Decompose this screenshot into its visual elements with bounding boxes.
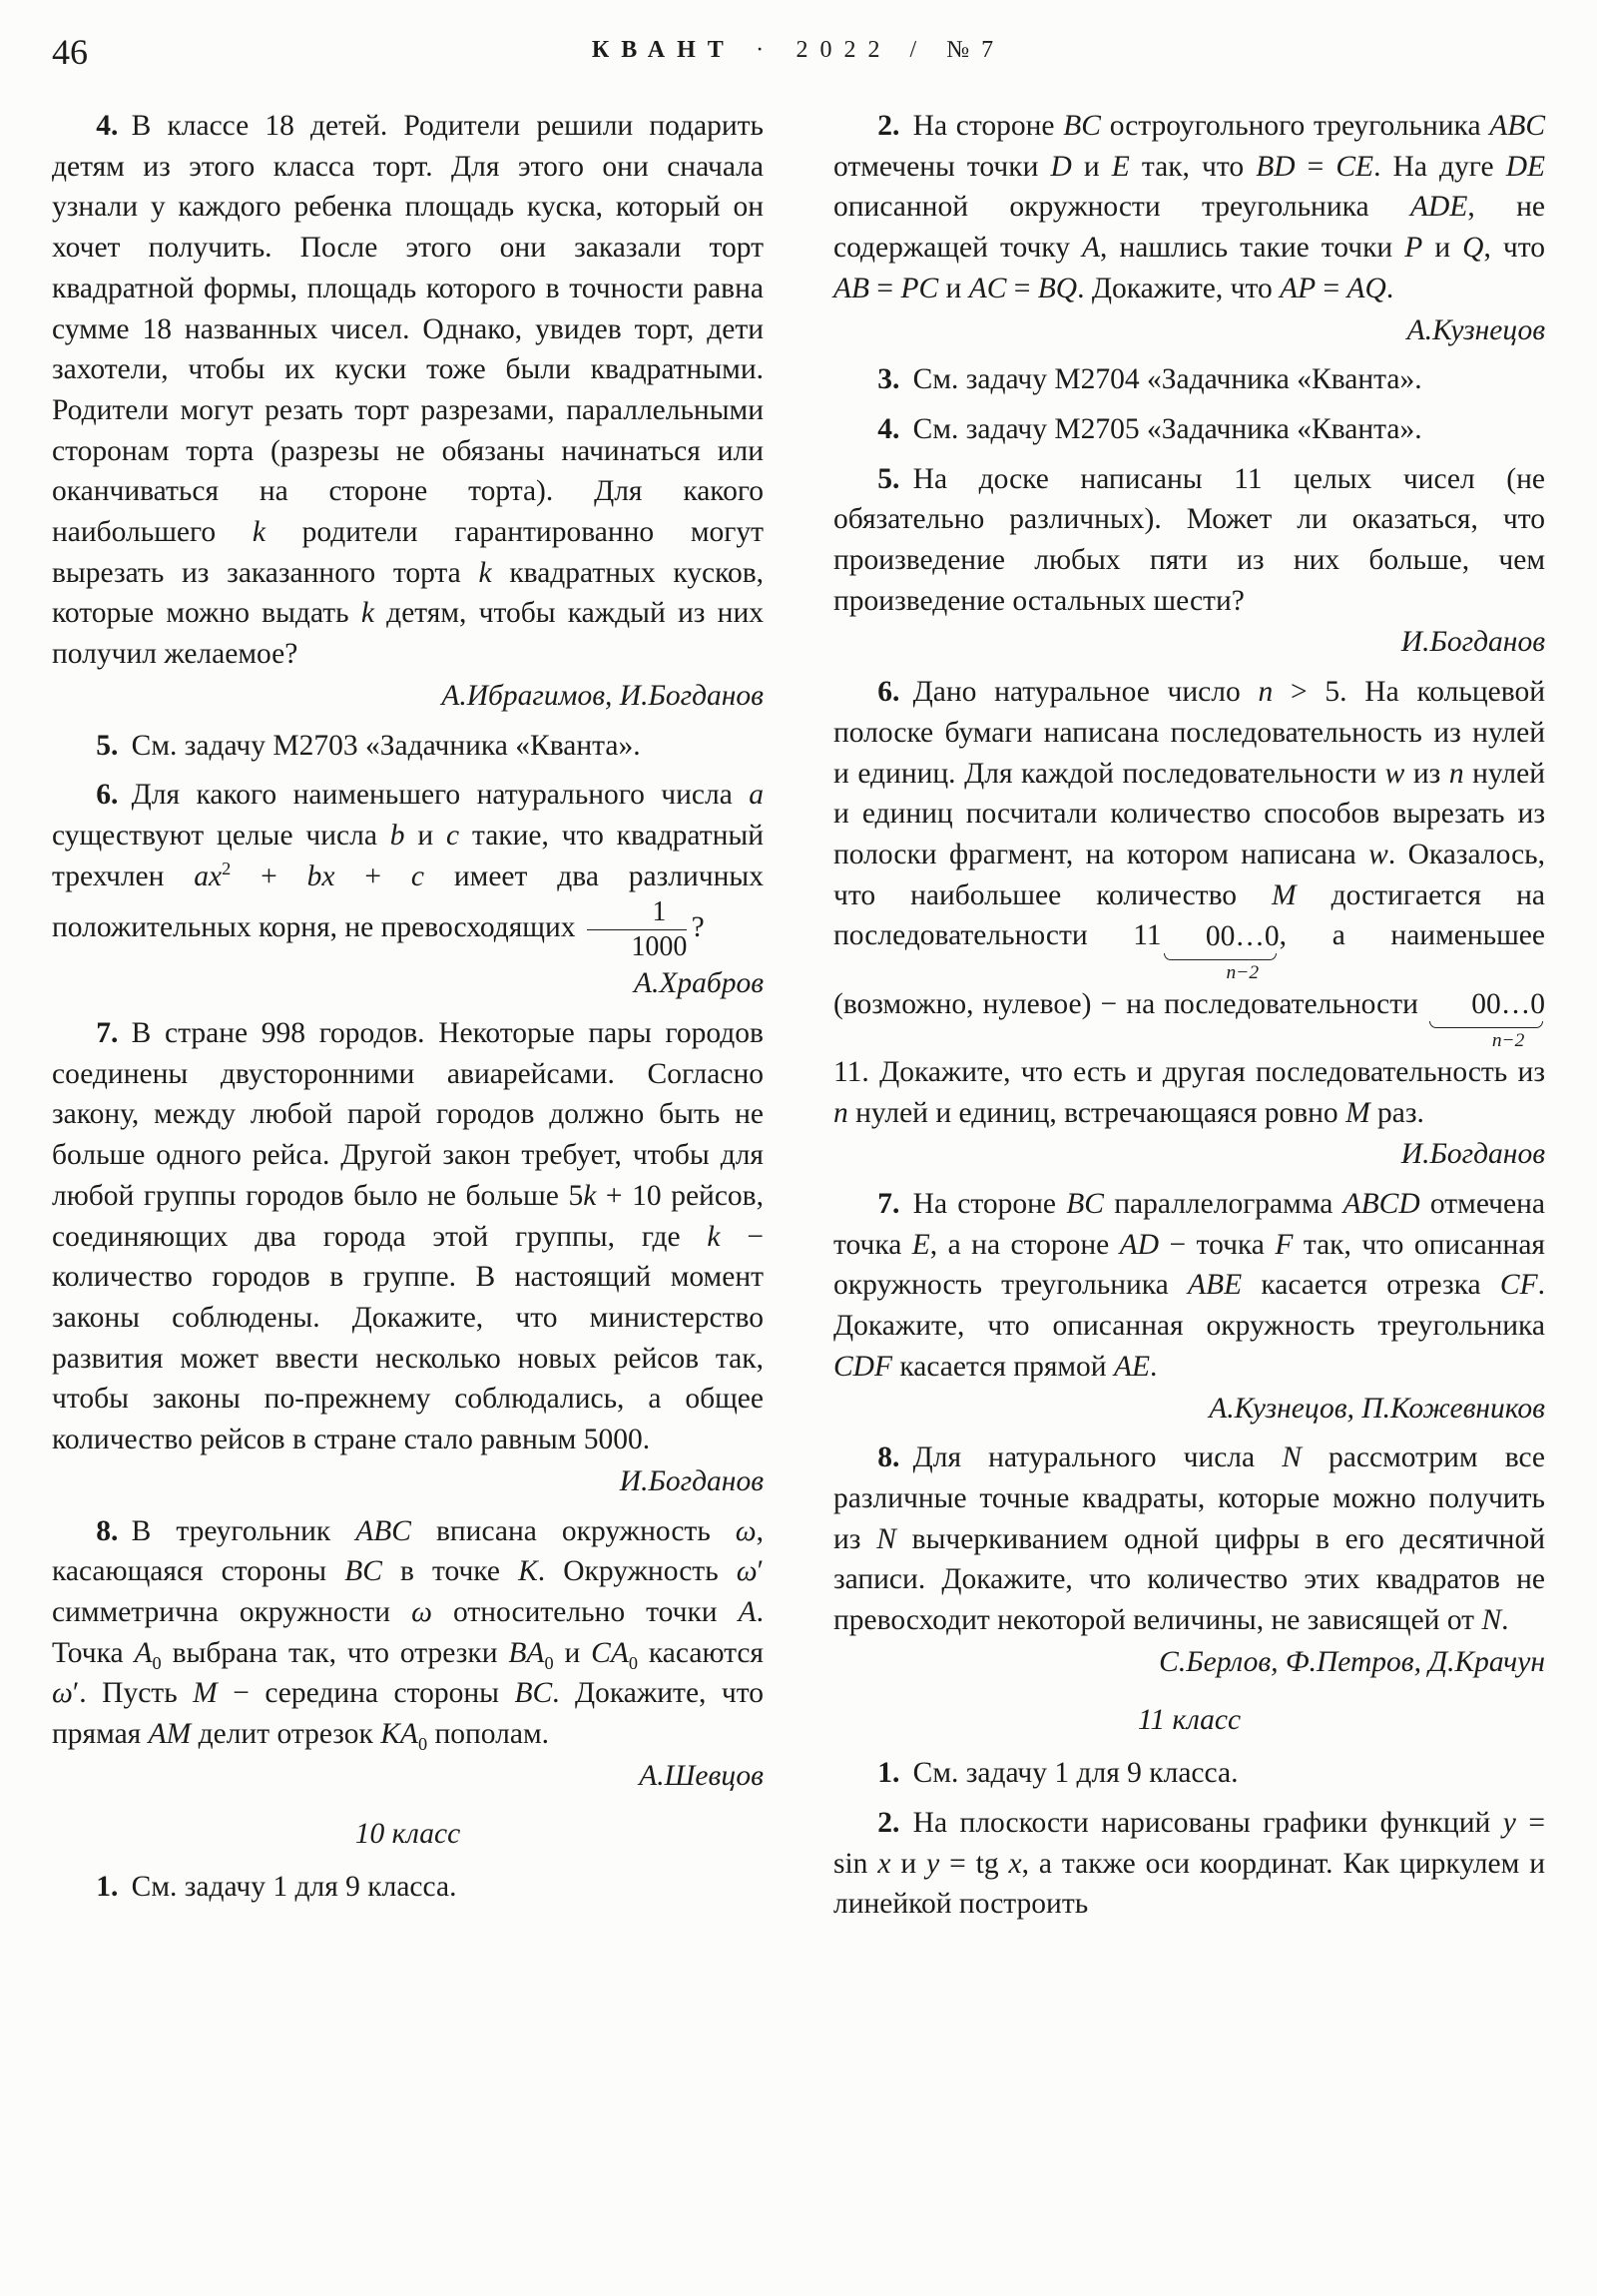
problem-author: А.Ибрагимов, И.Богданов — [441, 679, 764, 712]
page-number: 46 — [52, 32, 88, 72]
problem-author: И.Богданов — [1400, 1138, 1545, 1171]
problem-9-6 — [52, 775, 764, 1004]
journal-title — [52, 26, 1545, 67]
problem-paragraph — [52, 1511, 764, 1755]
problem-paragraph — [833, 1803, 1545, 1925]
problem-paragraph — [52, 106, 764, 675]
problem-paragraph — [833, 1184, 1545, 1388]
problem-number: 7. — [877, 1188, 900, 1220]
problem-author: А.Кузнецов, П.Кожевников — [1209, 1392, 1545, 1425]
problem-author: А.Храбров — [633, 967, 764, 1000]
problem-10-8 — [833, 1437, 1545, 1682]
problem-body: Дано натуральное число n > 5. На кольцевой полоске бумаги написана последовательность из нулей и единиц. Для каждой последовательности w из n нулей и единиц посчитали количество способов вырезать из полоски фрагмент, на котором написана w. Оказалось, что наибольшее количество M достигается на последовательности 11 00…0 n−2 , а наименьшее (возможно, нулевое) − на последовательности 00…0 n−2 11. Докажите, что есть и другая последовательность из n нулей и единиц, встречающаяся ровно M раз. — [833, 676, 1545, 1129]
problem-10-7 — [833, 1184, 1545, 1429]
problem-10-3 — [833, 359, 1545, 400]
journal-title-separator: · — [756, 37, 777, 63]
problem-paragraph — [833, 409, 1545, 450]
problem-paragraph — [833, 106, 1545, 309]
problem-10-5 — [833, 459, 1545, 664]
problem-body: См. задачу М2703 «Задачника «Кванта». — [131, 729, 641, 762]
problem-body: В стране 998 городов. Некоторые пары городов соединены двусторонними авиарейсами. Согласно закону, между любой парой городов должно быть не больше одного рейса. Другой закон требует, чтобы для любой группы городов было не больше 5k + 10 рейсов, соединяющих два города этой группы, где k − количество городов в группе. В настоящий момент законы соблюдены. Докажите, что министерство развития может ввести несколько новых рейсов так, чтобы законы по-прежнему соблюдались, а общее количество рейсов в стране стало равным 5000. — [52, 1017, 765, 1456]
problem-11-1 — [833, 1753, 1545, 1794]
problem-body: См. задачу М2705 «Задачника «Кванта». — [912, 412, 1422, 445]
problem-9-4 — [52, 106, 764, 717]
problem-paragraph — [52, 726, 764, 767]
problem-number: 5. — [877, 462, 900, 495]
journal-name: КВАНТ — [591, 37, 736, 63]
problem-number: 1. — [96, 1871, 119, 1904]
column-right — [833, 106, 1545, 1934]
problem-10-4 — [833, 409, 1545, 450]
problem-author: А.Шевцов — [639, 1759, 764, 1792]
problem-author: А.Кузнецов — [1406, 313, 1545, 346]
problem-body: В треугольник ABC вписана окружность ω, касающаяся стороны BC в точке K. Окружность ω′ симметрична окружности ω относительно точки A. Точка $A_0$ выбрана так, что отрезки $BA_0$ и $CA_0$ касаются ω′. Пусть M − середина стороны BC. Докажите, что прямая AM делит отрезок $KA_0$ пополам. — [52, 1514, 765, 1754]
problem-body: На доске написаны 11 целых чисел (не обязательно различных). Может ли оказаться, что произведение любых пяти из них больше, чем произведение остальных шести? — [833, 462, 1545, 617]
problem-author: И.Богданов — [1400, 626, 1545, 659]
problem-10-6 — [833, 672, 1545, 1175]
problem-number: 2. — [877, 110, 900, 142]
problem-9-7 — [52, 1013, 764, 1501]
problem-9-5 — [52, 726, 764, 767]
problem-body: На стороне BC параллелограмма ABCD отмечена точка E, а на стороне AD − точка F так, что описанная окружность треугольника ABE касается отрезка CF. Докажите, что описанная окружность треугольника CDF касается прямой AE. — [833, 1188, 1545, 1383]
problem-10-1 — [52, 1867, 764, 1908]
column-left — [52, 106, 764, 1934]
problem-number: 7. — [96, 1017, 119, 1050]
problem-paragraph — [833, 359, 1545, 400]
problem-number: 2. — [877, 1806, 900, 1839]
problem-body: На плоскости нарисованы графики функций y = sin x и y = tg x, а также оси координат. Как циркулем и линейкой построить — [833, 1806, 1546, 1921]
problem-9-8 — [52, 1511, 764, 1797]
problem-paragraph — [52, 1013, 764, 1460]
problem-body: См. задачу 1 для 9 класса. — [131, 1871, 457, 1904]
problem-10-2 — [833, 106, 1545, 350]
problem-body: См. задачу М2704 «Задачника «Кванта». — [912, 363, 1422, 396]
problem-number: 6. — [877, 676, 900, 709]
problem-11-2 — [833, 1803, 1545, 1925]
problem-paragraph — [833, 459, 1545, 622]
problem-number: 3. — [877, 363, 900, 396]
problem-author: И.Богданов — [619, 1464, 764, 1497]
problem-body: В классе 18 детей. Родители решили подарить детям из этого класса торт. Для этого они сначала узнали у каждого ребенка площадь куска, который он хочет получить. После этого они заказали торт квадратной формы, площадь которого в точности равна сумме 18 названных чисел. Однако, увидев торт, дети захотели, чтобы их куски тоже были квадратными. Родители могут резать торт разрезами, параллельными сторонам торта (разрезы не обязаны начинаться или оканчиваться на стороне торта). Для какого наибольшего k родители гарантированно могут вырезать из заказанного торта k квадратных кусков, которые можно выдать k детям, чтобы каждый из них получил желаемое? — [52, 110, 765, 671]
page-header — [52, 26, 1545, 80]
problem-author: С.Берлов, Ф.Петров, Д.Крачун — [1159, 1645, 1545, 1678]
section-heading-grade-10: 10 класс — [354, 1818, 461, 1851]
problem-number: 1. — [877, 1757, 900, 1790]
problem-body: На стороне BC остроугольного треугольника ABC отмечены точки D и E так, что BD = CE. На дуге DE описанной окружности треугольника ADE, не содержащей точку A, нашлись такие точки P и Q, что AB = PC и AC = BQ. Докажите, что AP = AQ. — [833, 110, 1546, 304]
journal-issue: 2022 / №7 — [796, 37, 1006, 63]
problem-paragraph — [833, 1437, 1545, 1641]
problem-body: См. задачу 1 для 9 класса. — [912, 1757, 1239, 1790]
problem-paragraph — [52, 1867, 764, 1908]
problem-number: 8. — [96, 1514, 119, 1547]
two-column-layout — [52, 106, 1545, 1934]
problem-paragraph — [833, 1753, 1545, 1794]
section-heading-grade-11: 11 класс — [1137, 1704, 1242, 1737]
problem-paragraph — [833, 672, 1545, 1133]
problem-number: 5. — [96, 729, 119, 762]
problem-number: 8. — [877, 1441, 900, 1474]
problem-number: 4. — [877, 412, 900, 445]
problem-body: Для какого наименьшего натурального числа a существуют целые числа b и c такие, что квадратный трехчлен $ax^2$ + bx + c имеет два различных положительных корня, не превосходящих $\frac{1}{1000}$ ? — [52, 779, 764, 962]
problem-number: 6. — [96, 779, 119, 812]
problem-body: Для натурального числа N рассмотрим все различные точные квадраты, которые можно получить из N вычеркиванием одной цифры в его десятичной записи. Докажите, что количество этих квадратов не превосходит некоторой величины, не зависящей от N. — [833, 1441, 1545, 1637]
problem-number: 4. — [96, 110, 119, 142]
problem-paragraph — [52, 775, 764, 962]
